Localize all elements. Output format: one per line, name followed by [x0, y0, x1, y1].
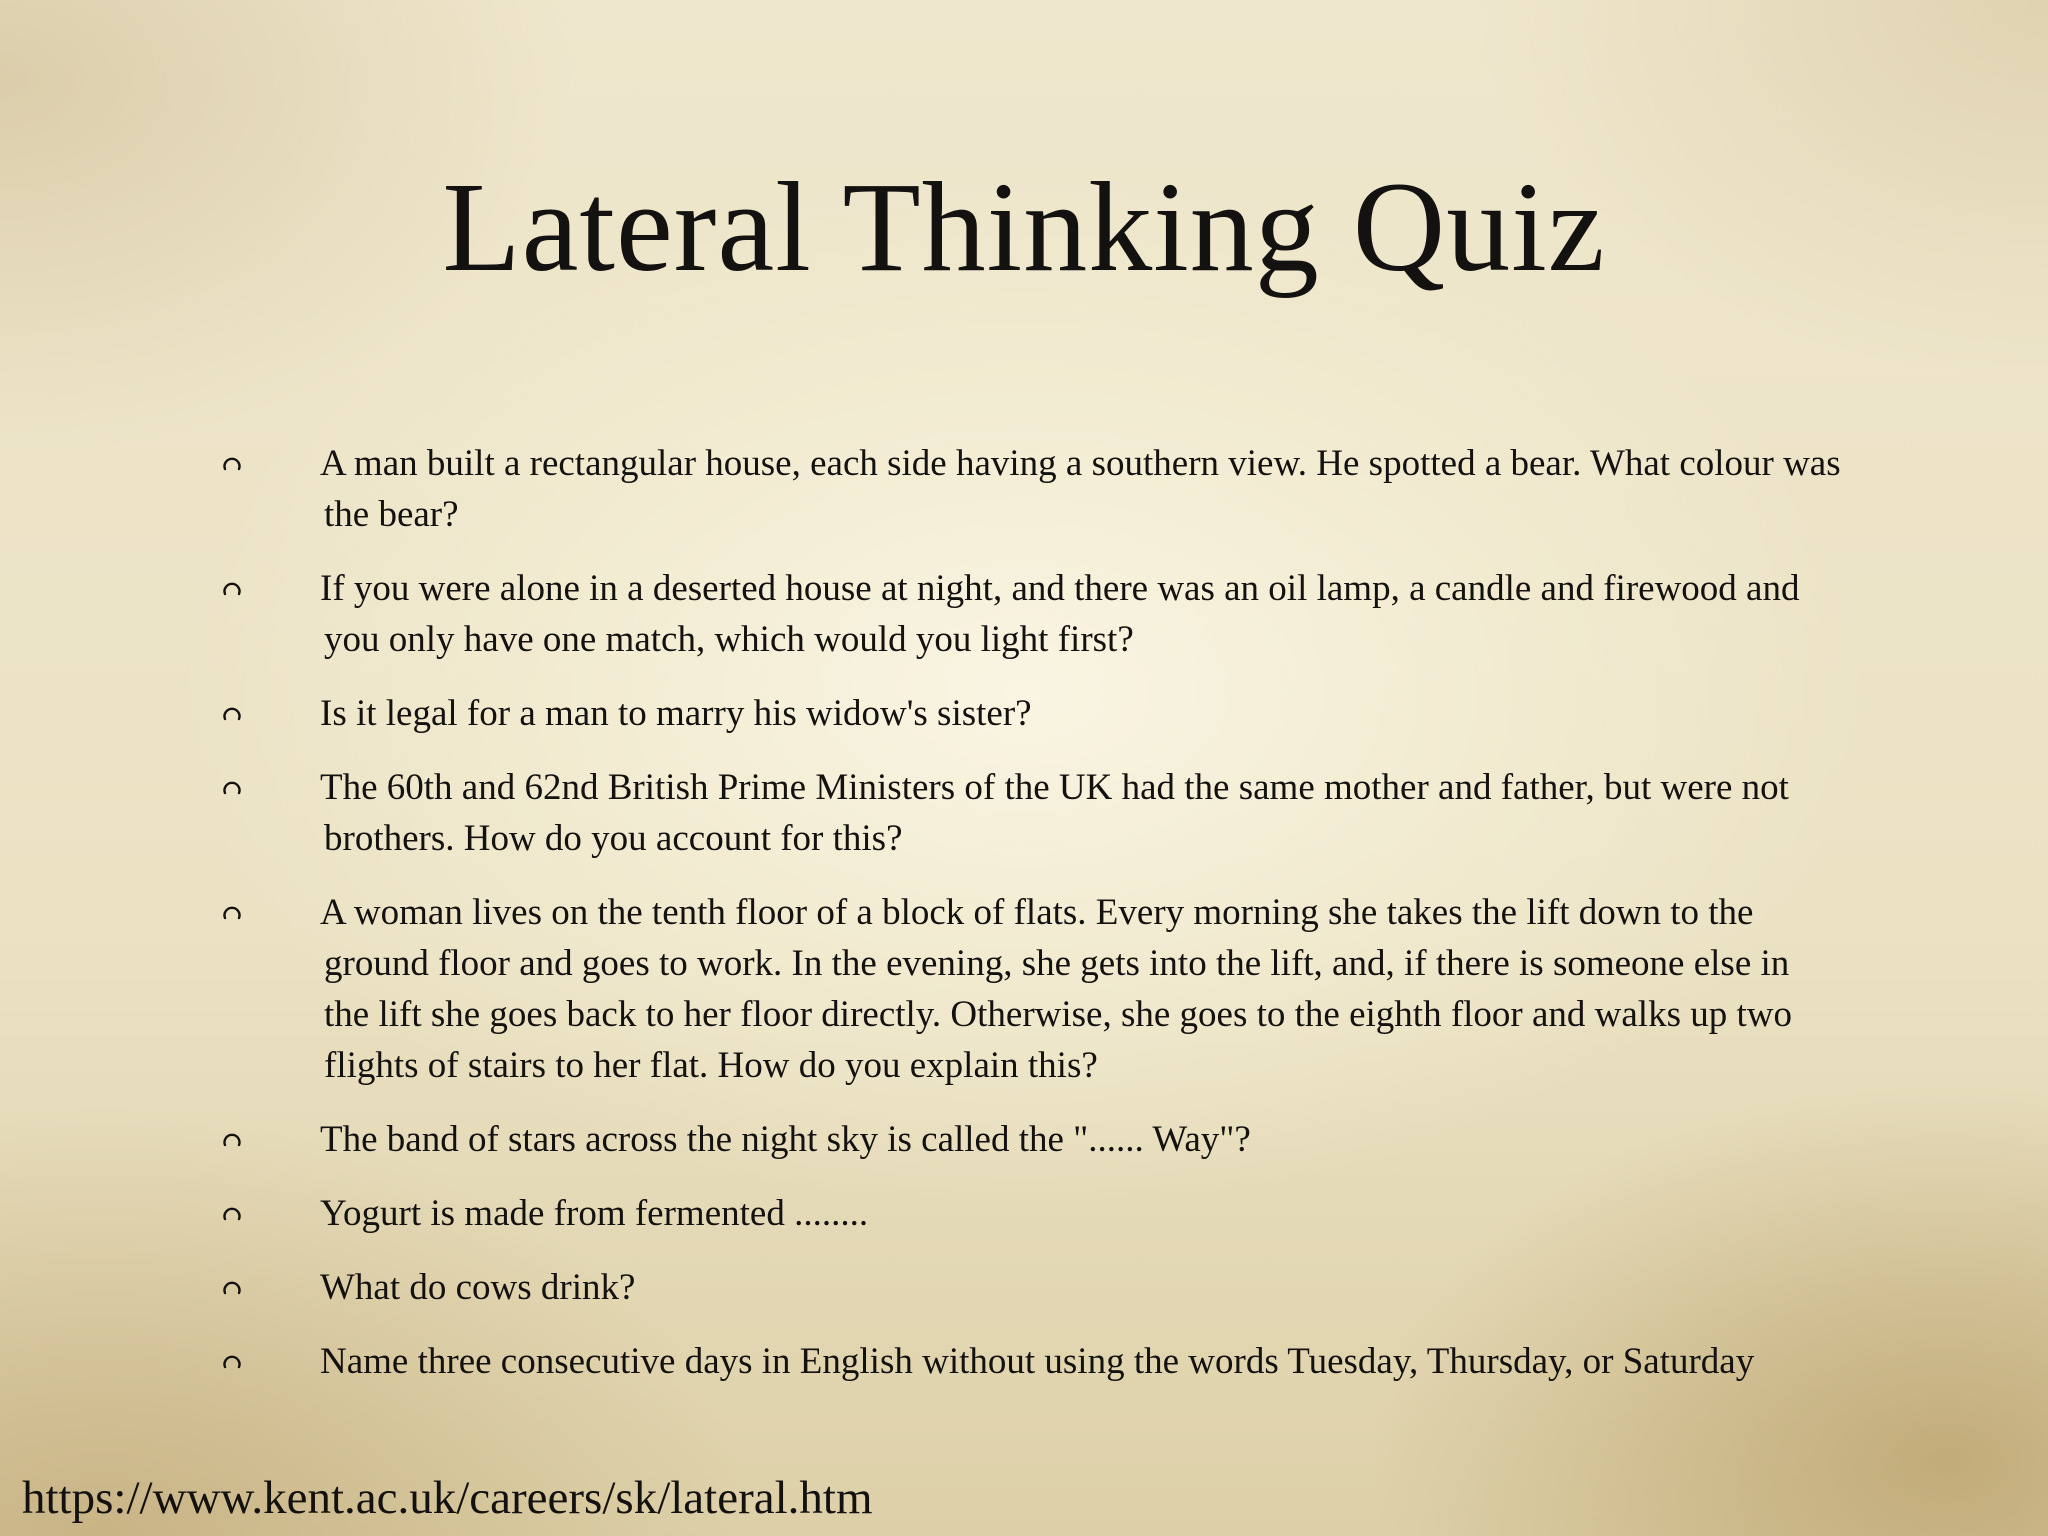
list-item: [222, 1262, 1842, 1313]
question-text: The 60th and 62nd British Prime Ministers of the UK had the same mother and father, but were not brothers. How do you account for this?: [320, 767, 1789, 859]
list-item: [222, 1188, 1842, 1239]
list-item: [222, 438, 1842, 540]
open-circle-icon: [222, 456, 242, 476]
open-circle-icon: [222, 1132, 242, 1152]
list-item: [222, 688, 1842, 739]
question-text: What do cows drink?: [320, 1267, 636, 1308]
open-circle-icon: [222, 1206, 242, 1226]
list-item: [222, 762, 1842, 864]
question-list: [222, 438, 1842, 1410]
slide-title: Lateral Thinking Quiz: [442, 156, 1606, 298]
question-text: A woman lives on the tenth floor of a block of flats. Every morning she takes the lift down to the ground floor and goes to work. In the evening, she gets into the lift, and, if there is someone else in the lift she goes back to her floor directly. Otherwise, she goes to the eighth floor and walks up two flights of stairs to her flat. How do you explain this?: [320, 892, 1792, 1086]
open-circle-icon: [222, 1280, 242, 1300]
question-text: A man built a rectangular house, each side having a southern view. He spotted a bear. What colour was the bear?: [320, 443, 1841, 535]
question-text: Is it legal for a man to marry his widow's sister?: [320, 693, 1032, 734]
source-url: https://www.kent.ac.uk/careers/sk/lateral.htm: [22, 1472, 873, 1524]
open-circle-icon: [222, 706, 242, 726]
question-text: If you were alone in a deserted house at night, and there was an oil lamp, a candle and firewood and you only have one match, which would you light first?: [320, 568, 1800, 660]
list-item: [222, 1336, 1842, 1387]
list-item: [222, 563, 1842, 665]
list-item: [222, 1114, 1842, 1165]
open-circle-icon: [222, 780, 242, 800]
question-text: The band of stars across the night sky is called the "...... Way"?: [320, 1119, 1251, 1160]
question-text: Name three consecutive days in English without using the words Tuesday, Thursday, or Saturday: [320, 1341, 1755, 1382]
open-circle-icon: [222, 905, 242, 925]
list-item: [222, 887, 1842, 1091]
open-circle-icon: [222, 1354, 242, 1374]
open-circle-icon: [222, 581, 242, 601]
question-text: Yogurt is made from fermented ........: [320, 1193, 869, 1234]
